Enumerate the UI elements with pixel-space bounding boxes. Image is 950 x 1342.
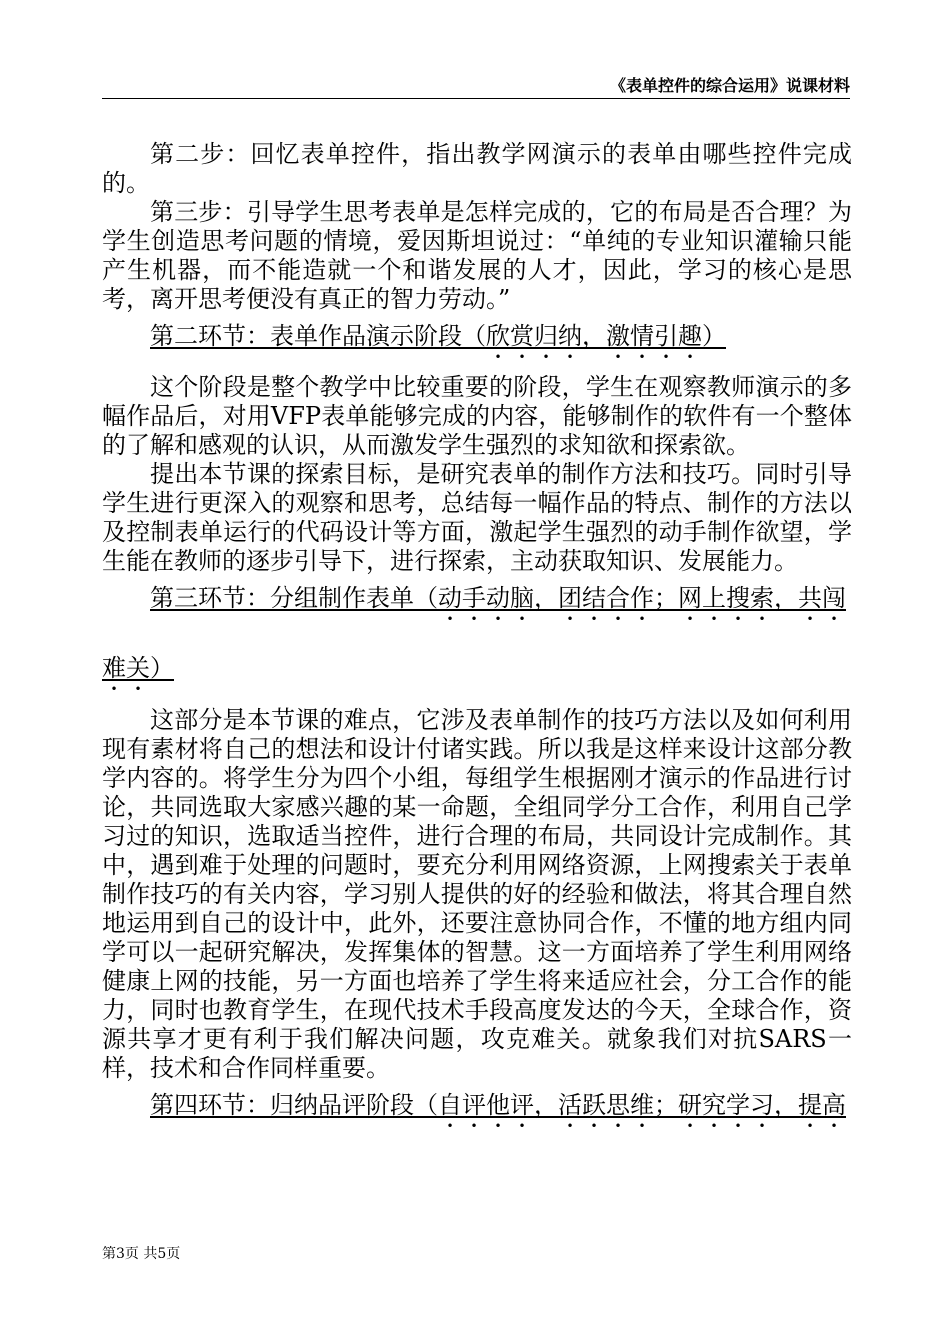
section-4-title: 第四环节：归纳品评阶段 xyxy=(150,1091,414,1119)
section-heading-2 xyxy=(102,322,852,364)
section-heading-3 xyxy=(102,584,852,626)
paragraph-stage-importance: 这个阶段是整个教学中比较重要的阶段，学生在观察教师演示的多幅作品后，对用VFP表单能够完成的内容，能够制作的软件有一个整体的了解和感观的认识，从而激发学生强烈的求知欲和探索欲。 xyxy=(102,373,852,459)
paragraph-group-work: 这部分是本节课的难点，它涉及表单制作的技巧方法以及如何利用现有素材将自己的想法和设计付诸实践。所以我是这样来设计这部分教学内容的。将学生分为四个小组，每组学生根据刚才演示的作品进行讨论，共同选取大家感兴趣的某一命题，全组同学分工合作，利用自己学习过的知识，选取适当控件，进行合理的布局，共同设计完成制作。其中，遇到难于处理的问题时，要充分利用网络资源，上网搜索关于表单制作技巧的有关内容，学习别人提供的好的经验和做法，将其合理自然地运用到自己的设计中，此外，还要注意协同合作，不懂的地方组内同学可以一起研究解决，发挥集体的智慧。这一方面培养了学生利用网络健康上网的技能，另一方面也培养了学生将来适应社会，分工合作的能力，同时也教育学生，在现代技术手段高度发达的今天，全球合作，资源共享才更有利于我们解决问题，攻克难关。就象我们对抗SARS一样，技术和合作同样重要。 xyxy=(102,706,852,1082)
paragraph-step-three: 第三步：引导学生思考表单是怎样完成的，它的布局是否合理？为学生创造思考问题的情境，爱因斯坦说过：“单纯的专业知识灌输只能产生机器，而不能造就一个和谐发展的人才，因此，学习的核心是思考，离开思考便没有真正的智力劳动。” xyxy=(102,198,852,313)
paragraph-step-two: 第二步：回忆表单控件，指出教学网演示的表单由哪些控件完成的。 xyxy=(102,140,852,197)
page-footer xyxy=(102,1245,180,1263)
paragraph-exploration-goal: 提出本节课的探索目标，是研究表单的制作方法和技巧。同时引导学生进行更深入的观察和思考，总结每一幅作品的特点、制作的方法以及控制表单运行的代码设计等方面，激起学生强烈的动手制作欲望，学生能在教师的逐步引导下，进行探索，主动获取知识、发展能力。 xyxy=(102,460,852,575)
document-body xyxy=(102,140,852,1142)
section-2-title: 第二环节：表单作品演示阶段 xyxy=(150,322,462,350)
document-title: 《表单控件的综合运用》说课材料 xyxy=(609,76,850,95)
section-3-title: 第三环节：分组制作表单 xyxy=(150,584,414,612)
section-2-tagline: （欣赏归纳，激情引趣） xyxy=(462,322,726,350)
page-number: 第3页 共5页 xyxy=(102,1246,181,1262)
section-heading-4 xyxy=(102,1091,852,1133)
section-heading-3-continued xyxy=(102,654,852,696)
section-3-tagline-end: 难关） xyxy=(102,654,174,682)
section-4-tagline: （自评他评，活跃思维；研究学习，提高 xyxy=(414,1091,846,1119)
page-header xyxy=(102,74,850,99)
section-3-tagline: （动手动脑，团结合作；网上搜索，共闯 xyxy=(414,584,846,612)
